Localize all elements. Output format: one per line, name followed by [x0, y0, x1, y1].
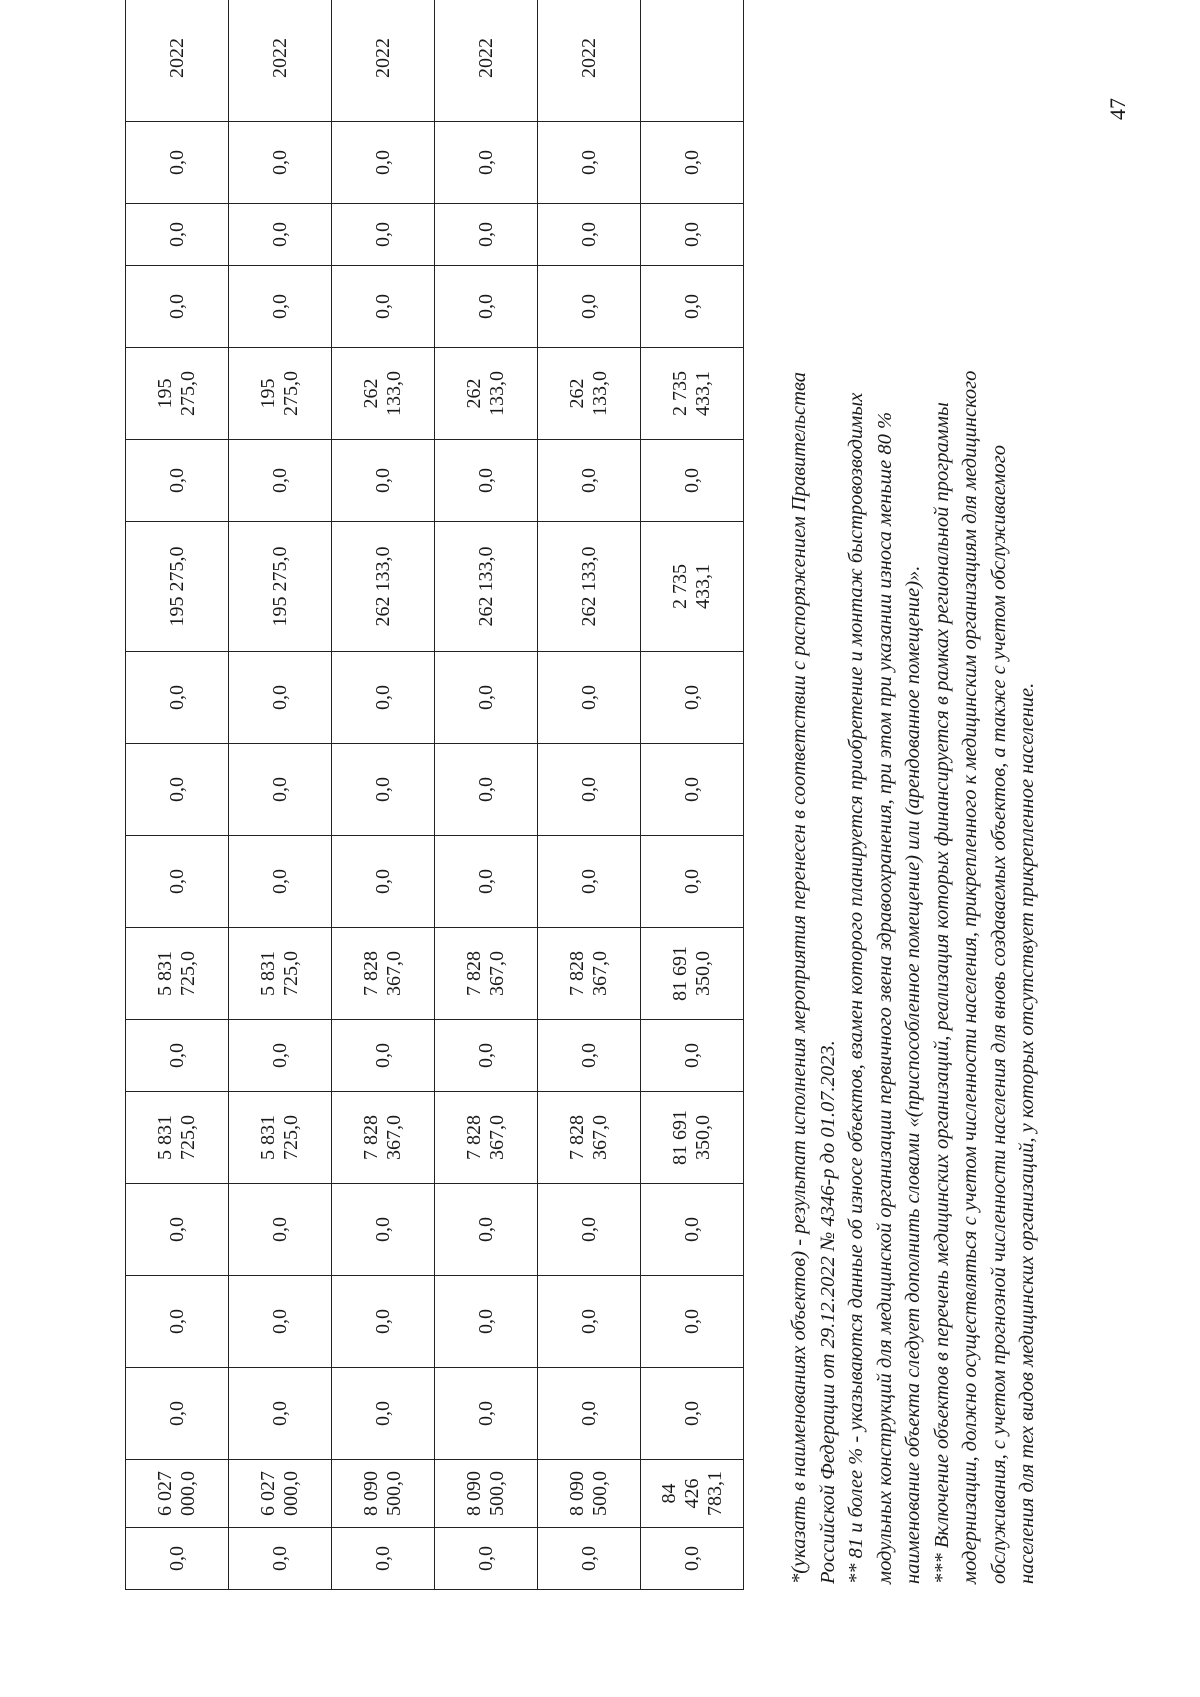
table-cell: 0,0: [538, 744, 641, 836]
table-cell: 7 828 367,0: [538, 928, 641, 1020]
table-cell: 0,0: [641, 1020, 744, 1092]
table-cell: 0,0: [435, 204, 538, 266]
table-cell: 195 275,0: [229, 522, 332, 652]
footnote-line: модульных конструкций для медицинской организации первичного звена здравоохранения, при этом при указании износа меньше 80 %: [873, 411, 896, 1584]
table-cell: 0,0: [641, 1368, 744, 1460]
table-cell: 0,0: [538, 266, 641, 348]
table-cell: 195 275,0: [126, 522, 229, 652]
table-row: [538, 0, 641, 1590]
table-cell: 0,0: [229, 652, 332, 744]
table-cell: 84 426 783,1: [641, 1460, 744, 1528]
table-cell: 0,0: [332, 204, 435, 266]
table-cell: 8 090 500,0: [538, 1460, 641, 1528]
table-row: [229, 0, 332, 1590]
table-cell: 2022: [126, 0, 229, 122]
table-cell: 7 828 367,0: [435, 928, 538, 1020]
table-cell: 0,0: [641, 744, 744, 836]
table-cell: 0,0: [332, 1528, 435, 1590]
footnote-line: *** Включение объектов в перечень медицинских организаций, реализация которых финансируется в рамках региональной программы: [930, 402, 953, 1584]
table-cell: 2 735 433,1: [641, 348, 744, 440]
table-cell: [641, 0, 744, 122]
table-cell: 0,0: [435, 744, 538, 836]
table-cell: 6 027 000,0: [126, 1460, 229, 1528]
table-cell: 0,0: [126, 204, 229, 266]
table-cell: 0,0: [435, 1276, 538, 1368]
table-cell: 5 831 725,0: [229, 1092, 332, 1184]
table-cell: 0,0: [641, 652, 744, 744]
table-cell: 0,0: [229, 1368, 332, 1460]
table-cell: 0,0: [229, 1528, 332, 1590]
table-cell: 0,0: [538, 440, 641, 522]
table-cell: 0,0: [538, 1528, 641, 1590]
table-cell: 0,0: [435, 1184, 538, 1276]
table-cell: 0,0: [435, 652, 538, 744]
table-cell: 81 691 350,0: [641, 1092, 744, 1184]
table-cell: 7 828 367,0: [538, 1092, 641, 1184]
table-cell: 0,0: [126, 836, 229, 928]
table-cell: 0,0: [229, 440, 332, 522]
table-cell: 5 831 725,0: [126, 1092, 229, 1184]
table-cell: 0,0: [126, 1528, 229, 1590]
table-cell: 81 691 350,0: [641, 928, 744, 1020]
table-cell: 7 828 367,0: [332, 1092, 435, 1184]
table-cell: 0,0: [229, 836, 332, 928]
table-cell: 7 828 367,0: [332, 928, 435, 1020]
table-row: [126, 0, 229, 1590]
table-cell: 195 275,0: [126, 348, 229, 440]
table-cell: 0,0: [538, 1184, 641, 1276]
table-cell: 5 831 725,0: [126, 928, 229, 1020]
table-cell: 0,0: [641, 204, 744, 266]
table-cell: 0,0: [332, 1276, 435, 1368]
table-cell: 0,0: [126, 122, 229, 204]
table-cell: 0,0: [229, 744, 332, 836]
footnote-line: *(указать в наименованиях объектов) - результат исполнения мероприятия перенесен в соответствии с распоряжением Правительства: [788, 372, 810, 1584]
table-cell: 262 133,0: [538, 522, 641, 652]
table-cell: 0,0: [538, 122, 641, 204]
table-cell: 0,0: [229, 122, 332, 204]
table-cell: 0,0: [332, 744, 435, 836]
table-cell: 8 090 500,0: [435, 1460, 538, 1528]
table-cell: 0,0: [435, 440, 538, 522]
footnote-line: наименование объекта следует дополнить словами «(приспособленное помещение) или (арендованное помещение)».: [902, 565, 924, 1584]
table-cell: 7 828 367,0: [435, 1092, 538, 1184]
table-cell: 262 133,0: [332, 522, 435, 652]
table-cell: 0,0: [538, 836, 641, 928]
table-cell: 0,0: [641, 1528, 744, 1590]
table-cell: 0,0: [332, 652, 435, 744]
table-cell: 0,0: [332, 440, 435, 522]
table-cell: 2 735 433,1: [641, 522, 744, 652]
table-cell: 0,0: [126, 440, 229, 522]
table-cell: 0,0: [538, 1020, 641, 1092]
table-cell: 2022: [538, 0, 641, 122]
table-cell: 0,0: [229, 266, 332, 348]
table-cell: 0,0: [538, 652, 641, 744]
table-cell: 0,0: [332, 266, 435, 348]
table-cell: 0,0: [435, 1020, 538, 1092]
footnote-line: ** 81 и более % - указываются данные об износе объектов, взамен которого планируется приобретение и монтаж быстровозводимых: [845, 392, 867, 1584]
table-cell: 0,0: [126, 1368, 229, 1460]
table-cell: 0,0: [641, 440, 744, 522]
table-cell: 0,0: [435, 122, 538, 204]
table-cell: 0,0: [641, 836, 744, 928]
table-cell: 0,0: [332, 1368, 435, 1460]
table-cell: 0,0: [538, 204, 641, 266]
table-cell: 2022: [332, 0, 435, 122]
table-cell: 0,0: [538, 1276, 641, 1368]
table-cell: 0,0: [435, 266, 538, 348]
table-cell: 0,0: [641, 1184, 744, 1276]
table-cell: 0,0: [641, 266, 744, 348]
footnote-line: обслуживания, с учетом прогнозной численности населения для вновь создаваемых объектов, а также с учетом обслуживаемого: [987, 445, 1010, 1584]
table-cell: 0,0: [332, 122, 435, 204]
table-cell: 0,0: [332, 1184, 435, 1276]
table-row: [435, 0, 538, 1590]
table-cell: 0,0: [332, 836, 435, 928]
table-cell: 262 133,0: [332, 348, 435, 440]
page-number: 47: [1105, 98, 1130, 120]
table-cell: 262 133,0: [538, 348, 641, 440]
table-cell: 0,0: [229, 204, 332, 266]
table-cell: 262 133,0: [435, 522, 538, 652]
rotated-page: [105, 38, 1145, 1590]
table-cell: 0,0: [435, 836, 538, 928]
table-cell: 6 027 000,0: [229, 1460, 332, 1528]
footnote-line: модернизации, должно осуществляться с учетом численности населения, прикрепленного к медицинским организациям для медицинского: [959, 370, 981, 1584]
table-cell: 0,0: [126, 1020, 229, 1092]
footnote-line: населения для тех видов медицинских организаций, у которых отсутствует прикрепленное население.: [1016, 682, 1038, 1584]
table-cell: 0,0: [435, 1528, 538, 1590]
table-cell: 0,0: [126, 652, 229, 744]
table-cell: 0,0: [641, 122, 744, 204]
table-cell: 0,0: [435, 1368, 538, 1460]
table-cell: 0,0: [126, 1276, 229, 1368]
table-cell: 0,0: [332, 1020, 435, 1092]
table-cell: 0,0: [641, 1276, 744, 1368]
table-cell: 5 831 725,0: [229, 928, 332, 1020]
table-row: [641, 0, 744, 1590]
table-cell: 195 275,0: [229, 348, 332, 440]
table-cell: 262 133,0: [435, 348, 538, 440]
table-cell: 0,0: [229, 1020, 332, 1092]
table-cell: 8 090 500,0: [332, 1460, 435, 1528]
table-cell: 0,0: [126, 744, 229, 836]
table-row: [332, 0, 435, 1590]
footnotes: [785, 114, 1042, 1584]
table-cell: 0,0: [538, 1368, 641, 1460]
table-cell: 0,0: [229, 1184, 332, 1276]
table-cell: 0,0: [126, 1184, 229, 1276]
footnote-line: Российской Федерации от 29.12.2022 № 4346-р до 01.07.2023.: [816, 1040, 839, 1584]
table-cell: 0,0: [229, 1276, 332, 1368]
table-cell: 0,0: [126, 266, 229, 348]
financing-table: [125, 0, 744, 1590]
table-cell: 2022: [435, 0, 538, 122]
table-cell: 2022: [229, 0, 332, 122]
